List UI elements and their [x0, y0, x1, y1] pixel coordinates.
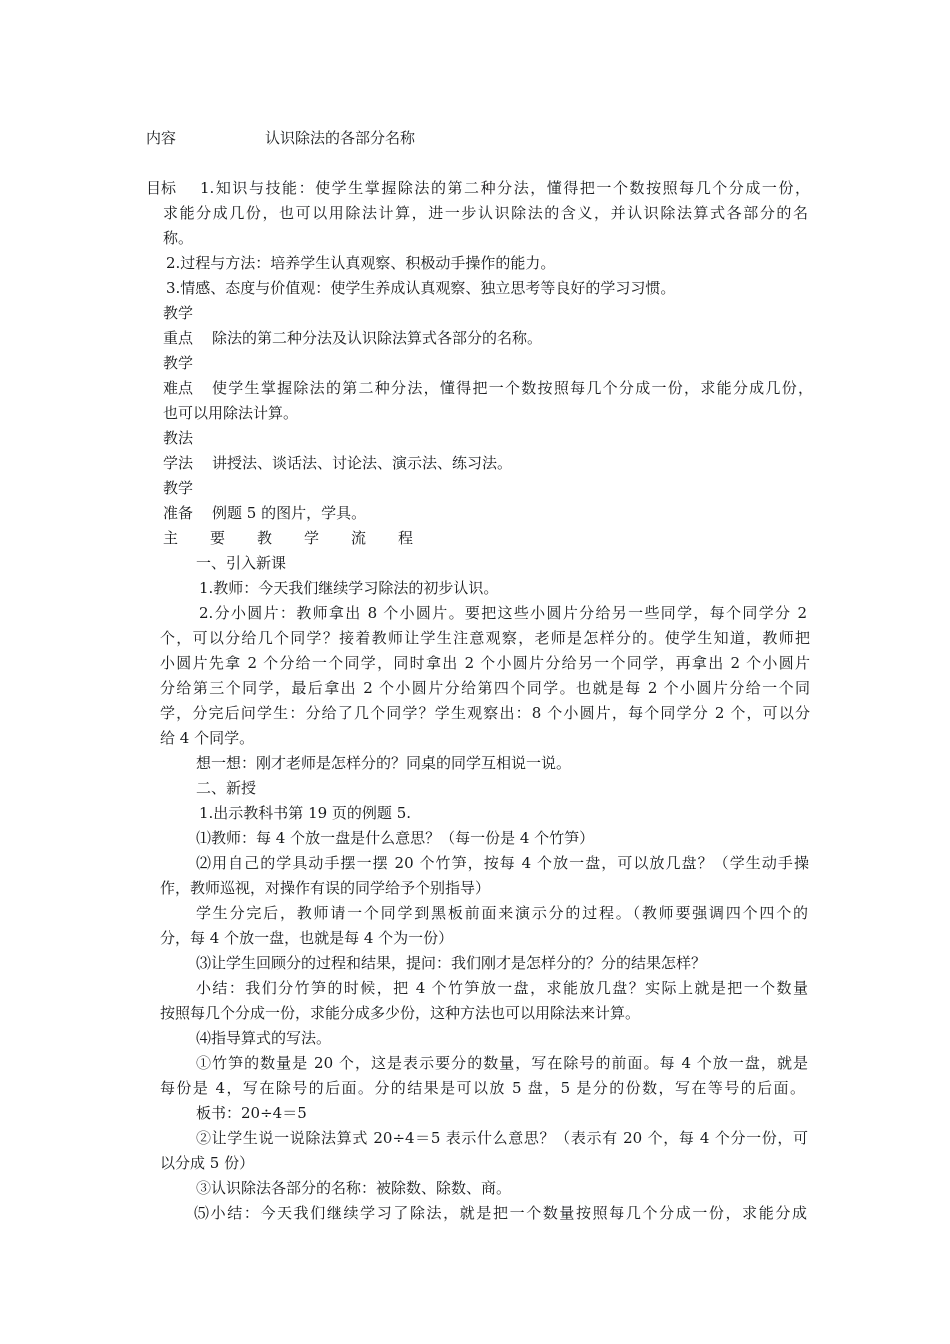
- goal-line: 1.知识与技能：使学生掌握除法的第二种分法，懂得把一个数按照每几个分成一份，: [200, 179, 810, 197]
- board-writing: 板书：20÷4＝5: [196, 1104, 307, 1122]
- paragraph-line: ⑶让学生回顾分的过程和结果，提问：我们刚才是怎样分的？分的结果怎样？: [196, 954, 707, 972]
- goals-label: 目标: [146, 179, 177, 197]
- lesson-title: 认识除法的各部分名称: [265, 129, 416, 147]
- paragraph-line: 分给第三个同学，最后拿出 2 个小圆片分给第四个同学。也就是每 2 个小圆片分给一个同: [160, 679, 810, 697]
- paragraph-line: 按照每几个分成一份，求能分成多少份，这种方法也可以用除法来计算。: [160, 1004, 641, 1022]
- key-points-label: 重点: [163, 329, 194, 347]
- goal-line: 求能分成几份，也可以用除法计算，进一步认识除法的含义，并认识除法算式各部分的名: [163, 204, 808, 222]
- goal-line: 称。: [163, 229, 194, 247]
- process-heading: 主要教学流程: [163, 529, 446, 547]
- paragraph-line: 给 4 个同学。: [160, 729, 255, 747]
- methods-label: 教法: [163, 429, 194, 447]
- paragraph-line: ①竹笋的数量是 20 个，这是表示要分的数量，写在除号的前面。每 4 个放一盘，就是: [196, 1054, 808, 1072]
- paragraph-line: 分，每 4 个放一盘，也就是每 4 个为一份）: [160, 929, 454, 947]
- prep-label: 准备: [163, 504, 194, 522]
- prep-text: 例题 5 的图片，学具。: [212, 504, 367, 522]
- key-points-label: 教学: [163, 304, 194, 322]
- difficulties-text: 使学生掌握除法的第二种分法，懂得把一个数按照每几个分成一份，求能分成几份，: [212, 379, 813, 397]
- paragraph-line: 1.教师：今天我们继续学习除法的初步认识。: [199, 579, 499, 597]
- paragraph-line: ⑷指导算式的写法。: [196, 1029, 332, 1047]
- section-heading: 一、引入新课: [196, 554, 287, 572]
- paragraph-line: 以分成 5 份）: [160, 1154, 255, 1172]
- paragraph-line: 作，教师巡视，对操作有误的同学给予个别指导）: [160, 879, 491, 897]
- paragraph-line: ③认识除法各部分的名称：被除数、除数、商。: [196, 1179, 512, 1197]
- difficulties-text: 也可以用除法计算。: [163, 404, 299, 422]
- paragraph-line: ⑵用自己的学具动手摆一摆 20 个竹笋，按每 4 个放一盘，可以放几盘？（学生动手操: [196, 854, 809, 872]
- content-label: 内容: [146, 129, 177, 147]
- difficulties-label: 教学: [163, 354, 194, 372]
- paragraph-line: 学，分完后问学生：分给了几个同学？学生观察出：8 个小圆片，每个同学分 2 个，可以分: [160, 704, 810, 722]
- methods-label: 学法: [163, 454, 194, 472]
- paragraph-line: 2.分小圆片：教师拿出 8 个小圆片。要把这些小圆片分给另一些同学，每个同学分 2: [199, 604, 807, 622]
- paragraph-line: ⑸小结：今天我们继续学习了除法，就是把一个数量按照每几个分成一份，求能分成: [194, 1204, 807, 1222]
- paragraph-line: 想一想：刚才老师是怎样分的？同桌的同学互相说一说。: [196, 754, 572, 772]
- paragraph-line: 每份是 4，写在除号的后面。分的结果是可以放 5 盘，5 是分的份数，写在等号的后面。: [160, 1079, 805, 1097]
- paragraph-line: 个，可以分给几个同学？接着教师让学生注意观察，老师是怎样分的。使学生知道，教师把: [160, 629, 810, 647]
- paragraph-line: 小圆片先拿 2 个分给一个同学，同时拿出 2 个小圆片分给另一个同学，再拿出 2 个小圆片: [160, 654, 810, 672]
- paragraph-line: ⑴教师：每 4 个放一盘是什么意思？（每一份是 4 个竹笋）: [196, 829, 595, 847]
- methods-text: 讲授法、谈话法、讨论法、演示法、练习法。: [212, 454, 513, 472]
- section-heading: 二、新授: [196, 779, 257, 797]
- paragraph-line: 小结：我们分竹笋的时候，把 4 个竹笋放一盘，求能放几盘？实际上就是把一个数量: [196, 979, 808, 997]
- prep-label: 教学: [163, 479, 194, 497]
- paragraph-line: 学生分完后，教师请一个同学到黑板前面来演示分的过程。（教师要强调四个四个的: [196, 904, 808, 922]
- paragraph-line: 1.出示教科书第 19 页的例题 5.: [199, 804, 412, 822]
- paragraph-line: ②让学生说一说除法算式 20÷4＝5 表示什么意思？（表示有 20 个，每 4 个分一份，可: [196, 1129, 808, 1147]
- goal-line: 3.情感、态度与价值观：使学生养成认真观察、独立思考等良好的学习习惯。: [166, 279, 676, 297]
- goal-line: 2.过程与方法：培养学生认真观察、积极动手操作的能力。: [166, 254, 556, 272]
- key-points-text: 除法的第二种分法及认识除法算式各部分的名称。: [212, 329, 543, 347]
- difficulties-label: 难点: [163, 379, 194, 397]
